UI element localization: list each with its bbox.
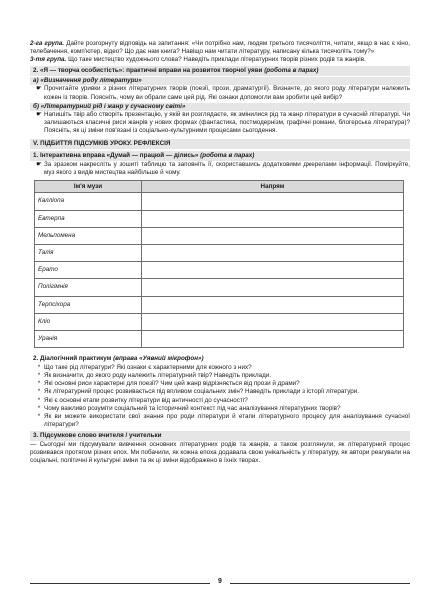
direction-cell	[142, 279, 404, 296]
table-row	[35, 296, 404, 313]
muse-name-cell: Уранія	[35, 330, 142, 347]
section-v-heading: V. ПІДБИТТЯ ПІДСУМКІВ УРОКУ. РЕФЛЕКСІЯ	[30, 139, 410, 149]
list-item: * Як ви можете використати свої знання про роди літератури й етапи літературного процесу для аналізування сучасної літератури?	[34, 413, 410, 429]
exercise1-heading-paren: (робота в парах)	[200, 152, 255, 160]
group2-label: 2-га група.	[30, 40, 65, 47]
page-content	[30, 40, 410, 465]
creative-heading-paren: (робота в парах)	[264, 67, 319, 75]
group2-paragraph	[30, 40, 410, 56]
closing-paragraph: — Сьогодні ми підсумували вивчення основних літературних родів та жанрів, а також розглянули, як літературний процес розвивався протягом різних епох. Ми побачили, як кожна епоха додавала свою унікальність у літературу, як автори реагували на соціальні, політичні й культурні зміни та як ці зміни відображено в їхніх творах.	[30, 441, 410, 465]
page-footer	[30, 578, 410, 590]
exercise1-bullet-text: За зразком накресліть у зошиті таблицю та заповніть її, скориставшись додатковими джерелами інформації. Поміркуйте, муз якого з видів мистецтва найбільше й чому.	[44, 161, 410, 177]
table-header-direction: Напрям	[142, 181, 404, 193]
group3-text: Що таке мистецтво художнього слова? Наведіть приклади літературних творів різних родів та жанрів.	[68, 56, 366, 64]
asterisk-bullet-icon: *	[37, 364, 41, 372]
group2-text: Дайте розгорнуту відповідь на запитання: «Чи потрібно нам, людям третього тисячоліття, читати, якщо в нас є кіно, телебачення, комп'ютер, відео? Що дає нам книга? Навіщо нам читати літературу, написану кілька тисячоліть тому?»	[30, 40, 411, 56]
muse-name-cell: Калліопа	[35, 193, 142, 210]
direction-cell	[142, 262, 404, 279]
direction-cell	[142, 244, 404, 261]
direction-cell	[142, 296, 404, 313]
muse-name-cell: Евтерпа	[35, 210, 142, 227]
table-row	[35, 330, 404, 347]
table-row	[35, 227, 404, 244]
group3-paragraph	[30, 56, 410, 64]
subsection-a: а) «Визначення роду літератури»	[30, 77, 410, 85]
footer-divider-left	[30, 583, 210, 584]
footer-divider-right	[230, 583, 410, 584]
list-item: * Чому важливо розуміти соціальний та історичний контекст під час аналізування літературних творів?	[34, 405, 410, 413]
list-item: * Як визначити, до якого роду належить літературний твір? Наведіть приклади.	[34, 372, 410, 380]
muse-name-cell: Полігімнія	[35, 279, 142, 296]
exercise2-heading	[30, 354, 410, 364]
pointing-hand-icon: ☛	[36, 110, 42, 118]
exercise1-bullet	[30, 161, 410, 177]
subsection-b: б) «Літературний рід і жанр у сучасному світі»	[30, 103, 410, 111]
pointing-hand-icon: ☛	[36, 85, 42, 93]
group3-label: 3-тя група.	[30, 56, 67, 64]
muse-name-cell: Кліо	[35, 313, 142, 330]
bullet-b-text: Напишіть твір або створіть презентацію, у якій ви розглядаєте, як змінилися рід та жанр літератури в сучасній літературі. Чи залишаються класичні риси жанрів у нових формах (фантастика, постмодернізм, графічні романи, блогерська література)? Поясніть, як ці зміни пов'язані із соціально-культурними процесами сьогодення.	[44, 110, 410, 134]
questions-list	[30, 364, 410, 429]
list-item: * Що таке рід літератури? Які ознаки є характерними для кожного з них?	[34, 364, 410, 372]
exercise1-heading-text: 1. Інтерактивна вправа «Думай — працюй — ділись»	[33, 152, 199, 160]
bullet-a	[30, 85, 410, 101]
muses-table	[34, 180, 404, 348]
table-row	[35, 313, 404, 330]
asterisk-bullet-icon: *	[37, 388, 41, 396]
table-row	[35, 210, 404, 227]
direction-cell	[142, 193, 404, 210]
list-item: * Які основні риси характерні для поезії? Чим цей жанр відрізняється від прози й драми?	[34, 380, 410, 388]
direction-cell	[142, 227, 404, 244]
asterisk-bullet-icon: *	[37, 412, 41, 420]
creative-heading-text: 2. «Я — творча особистість»: практичні вправи на розвиток творчої уяви	[33, 67, 263, 75]
muse-name-cell: Мельпомена	[35, 227, 142, 244]
exercise2-heading-paren: (вправа «Уявний мікрофон»)	[113, 355, 204, 363]
direction-cell	[142, 210, 404, 227]
bullet-b	[30, 111, 410, 135]
list-item: * Як літературний процес розвивається під впливом соціальних змін? Наведіть приклади з історії літератури.	[34, 388, 410, 396]
muse-name-cell: Талія	[35, 244, 142, 261]
creative-heading	[30, 66, 410, 76]
page-number: 9	[218, 578, 222, 585]
bullet-a-text: Прочитайте уривки з різних літературних творів (поезії, прози, драматургії). Визначте, до якого роду літератури належить кожен із творів. Поясніть, чому ви обрали саме цей рід. Які ознаки допомогли вам зробити цей вибір?	[44, 85, 410, 101]
table-row	[35, 262, 404, 279]
direction-cell	[142, 330, 404, 347]
table-row	[35, 193, 404, 210]
muse-name-cell: Ерато	[35, 262, 142, 279]
exercise1-heading	[30, 151, 410, 161]
asterisk-bullet-icon: *	[37, 380, 41, 388]
exercise2-heading-text: 2. Діалогічний практикум	[33, 355, 112, 363]
list-item: * Які є основні етапи розвитку літератури від античності до сучасності?	[34, 397, 410, 405]
table-row	[35, 244, 404, 261]
pointing-hand-icon: ☛	[36, 161, 42, 169]
asterisk-bullet-icon: *	[37, 404, 41, 412]
asterisk-bullet-icon: *	[37, 396, 41, 404]
muse-name-cell: Терпсіхора	[35, 296, 142, 313]
table-header-row	[35, 181, 404, 193]
exercise3-heading: 3. Підсумкове слово вчителя / учительки	[30, 431, 410, 441]
asterisk-bullet-icon: *	[37, 372, 41, 380]
direction-cell	[142, 313, 404, 330]
table-row	[35, 279, 404, 296]
table-header-muse-name: Ім'я музи	[35, 181, 142, 193]
